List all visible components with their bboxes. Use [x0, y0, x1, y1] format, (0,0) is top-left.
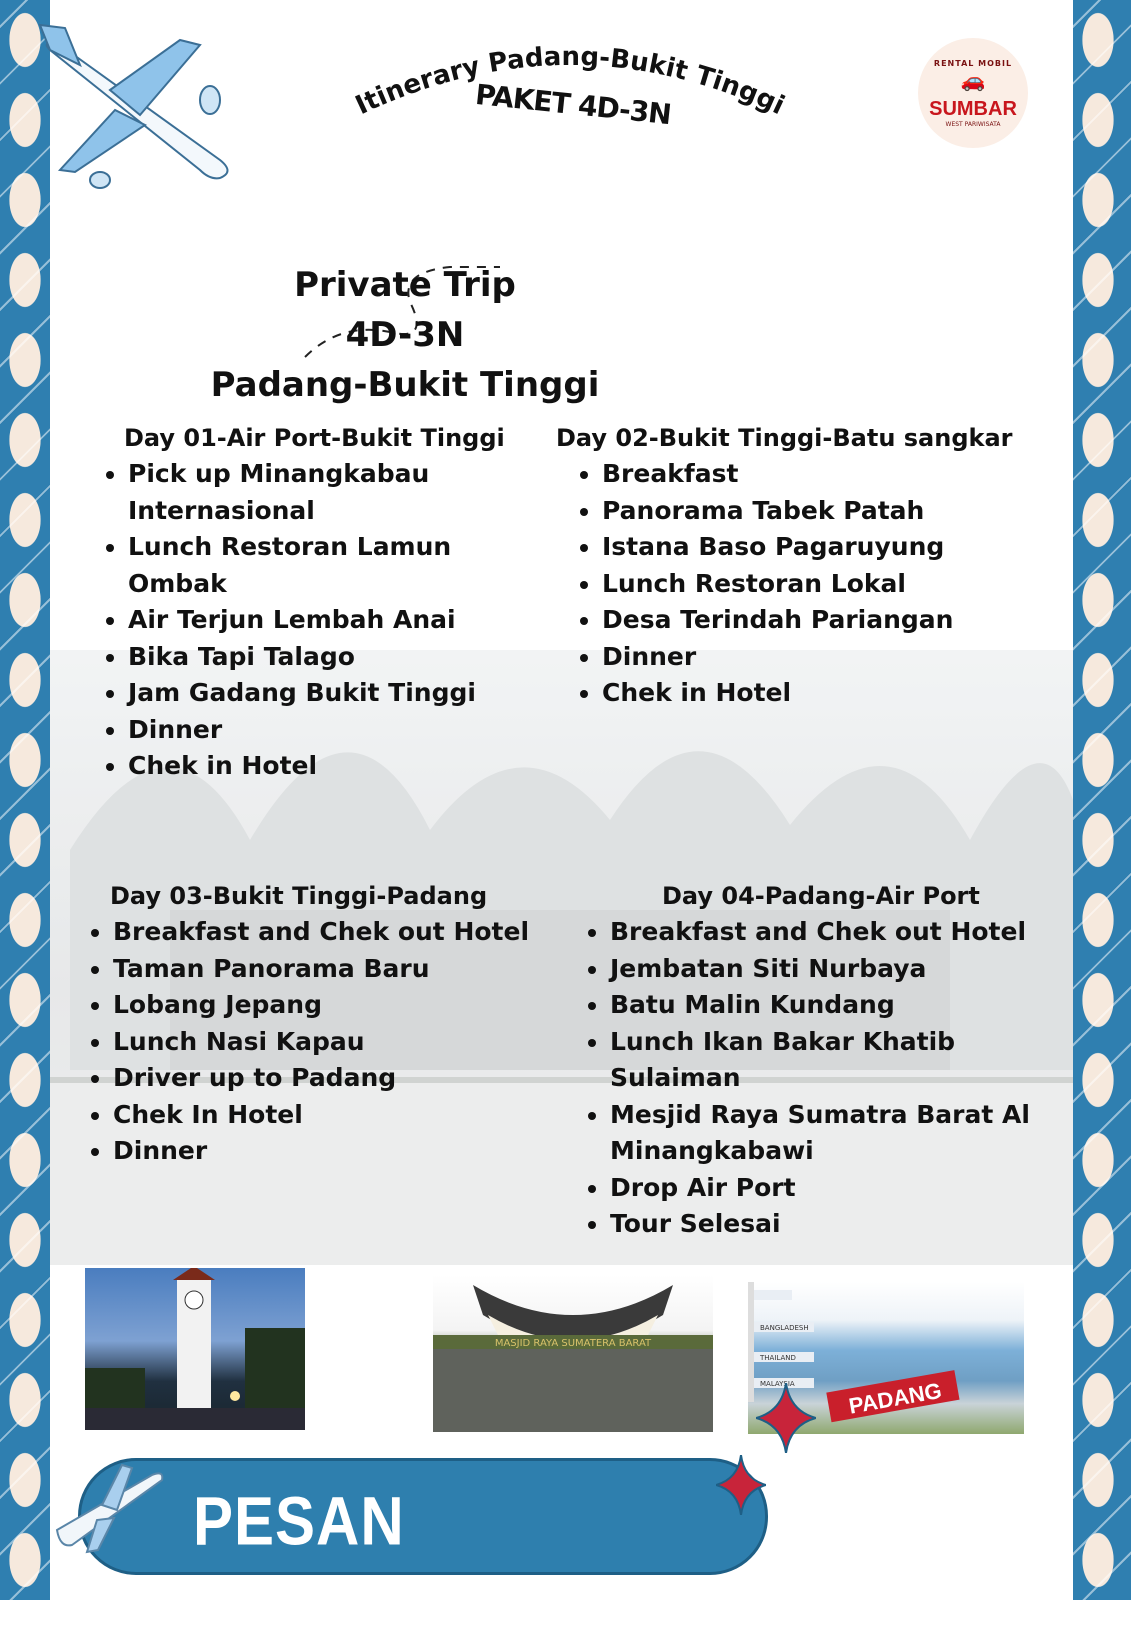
list-item: • Taman Panorama Baru: [113, 951, 535, 988]
list-item: • Desa Terindah Pariangan: [602, 602, 1036, 639]
arc-title-text: Itinerary Padang-Bukit Tinggi: [351, 41, 789, 122]
car-icon: 🚗: [960, 67, 986, 92]
list-item: • Istana Baso Pagaruyung: [602, 529, 1036, 566]
hero-title: [140, 260, 670, 410]
day-title: Day 04-Padang-Air Port: [662, 882, 980, 910]
day-items: [85, 914, 535, 1170]
star-icon: [756, 1383, 816, 1453]
logo-tagline: WEST PARIWISATA: [945, 120, 1001, 128]
package-label: PAKET 4D-3N: [473, 77, 673, 132]
mosque-sign-text: MASJID RAYA SUMATERA BARAT: [494, 1338, 652, 1349]
logo-ring-text: RENTAL MOBIL: [933, 58, 1013, 68]
rental-logo: [918, 38, 1028, 148]
list-item: • Air Terjun Lembah Anai: [128, 602, 550, 639]
list-item: • Pick up Minangkabau Internasional: [128, 456, 550, 529]
list-item: • Tour Selesai: [610, 1206, 1070, 1243]
list-item: • Jembatan Siti Nurbaya: [610, 951, 1070, 988]
list-item: • Driver up to Padang: [113, 1060, 535, 1097]
day-title: Day 02-Bukit Tinggi-Batu sangkar: [556, 424, 1013, 452]
photo-mesjid-raya: [433, 1275, 713, 1432]
day-title: Day 03-Bukit Tinggi-Padang: [110, 882, 488, 910]
list-item: • Lunch Ikan Bakar Khatib Sulaiman: [610, 1024, 1070, 1097]
decorative-border-right: [1073, 0, 1131, 1600]
hero-line-2: 4D-3N: [345, 315, 465, 355]
list-item: • Dinner: [113, 1133, 535, 1170]
airplane-icon: [20, 20, 240, 190]
list-item: • Batu Malin Kundang: [610, 987, 1070, 1024]
day-items: [580, 914, 1070, 1243]
airplane-small-icon: [52, 1460, 167, 1555]
list-item: • Drop Air Port: [610, 1170, 1070, 1207]
day-title: Day 01-Air Port-Bukit Tinggi: [124, 424, 505, 452]
decorative-border-left: [0, 0, 50, 1600]
photo-jam-gadang: [85, 1268, 305, 1430]
list-item: • Bika Tapi Talago: [128, 639, 550, 676]
list-item: • Lunch Restoran Lamun Ombak: [128, 529, 550, 602]
list-item: • Chek in Hotel: [128, 748, 550, 785]
list-item: • Chek in Hotel: [602, 675, 1036, 712]
list-item: • Panorama Tabek Patah: [602, 493, 1036, 530]
hero-line-3: Padang-Bukit Tinggi: [210, 365, 600, 405]
day-items: [100, 456, 550, 785]
order-now-button[interactable]: [78, 1458, 768, 1639]
day-01: [100, 424, 550, 785]
list-item: • Jam Gadang Bukit Tinggi: [128, 675, 550, 712]
star-icon: [716, 1455, 766, 1515]
day-02: [556, 424, 1036, 712]
list-item: • Breakfast: [602, 456, 1036, 493]
list-item: • Dinner: [128, 712, 550, 749]
day-04: [580, 882, 1070, 1243]
list-item: • Lunch Restoran Lokal: [602, 566, 1036, 603]
order-now-label: PESAN SEKARANG: [193, 1482, 545, 1639]
list-item: • Dinner: [602, 639, 1036, 676]
list-item: • Breakfast and Chek out Hotel: [113, 914, 535, 951]
day-03: [85, 882, 535, 1170]
list-item: • Chek In Hotel: [113, 1097, 535, 1134]
signpost-text: THAILAND: [760, 1354, 796, 1362]
itinerary-arc-title: [330, 10, 810, 150]
signpost-text: BANGLADESH: [760, 1324, 809, 1332]
list-item: • Mesjid Raya Sumatra Barat Al Minangkabawi: [610, 1097, 1070, 1170]
list-item: • Lobang Jepang: [113, 987, 535, 1024]
day-items: [556, 456, 1036, 712]
list-item: • Breakfast and Chek out Hotel: [610, 914, 1070, 951]
signpost-text: MALAYSIA: [760, 1380, 795, 1388]
beach-sign-text: PADANG: [846, 1377, 944, 1419]
logo-brand: SUMBAR: [929, 97, 1017, 120]
hero-line-1: Private Trip: [294, 265, 516, 305]
list-item: • Lunch Nasi Kapau: [113, 1024, 535, 1061]
